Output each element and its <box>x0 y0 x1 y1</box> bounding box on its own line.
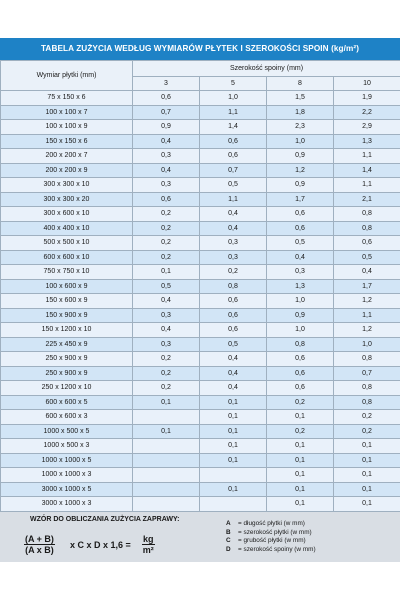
tile-size-cell: 400 x 400 x 10 <box>1 221 133 236</box>
tile-size-cell: 225 x 450 x 9 <box>1 337 133 352</box>
consumption-cell: 1,0 <box>267 294 334 309</box>
tile-size-cell: 150 x 900 x 9 <box>1 308 133 323</box>
consumption-cell <box>133 468 200 483</box>
table-title: TABELA ZUŻYCIA WEDŁUG WYMIARÓW PŁYTEK I SZEROKOŚCI SPOIN (kg/m²) <box>0 38 400 60</box>
tile-size-cell: 250 x 1200 x 10 <box>1 381 133 396</box>
formula-fraction <box>24 534 55 555</box>
consumption-cell <box>133 497 200 512</box>
legend-row-b <box>226 529 316 538</box>
table-row <box>1 468 400 483</box>
tile-size-cell: 1000 x 500 x 3 <box>1 439 133 454</box>
consumption-cell <box>200 468 267 483</box>
consumption-cell: 0,2 <box>200 265 267 280</box>
consumption-cell: 0,1 <box>267 410 334 425</box>
consumption-cell: 1,1 <box>334 149 400 164</box>
formula-unit-kg: kg <box>143 534 154 544</box>
consumption-cell: 0,1 <box>133 395 200 410</box>
table-row <box>1 149 400 164</box>
consumption-cell: 0,3 <box>133 149 200 164</box>
consumption-cell: 1,2 <box>334 294 400 309</box>
consumption-cell: 1,0 <box>334 337 400 352</box>
formula-numerator: (A + B) <box>25 534 54 544</box>
consumption-cell: 0,7 <box>334 366 400 381</box>
table-row <box>1 105 400 120</box>
consumption-cell: 0,4 <box>133 323 200 338</box>
consumption-cell: 0,3 <box>133 337 200 352</box>
tile-size-cell: 600 x 600 x 5 <box>1 395 133 410</box>
tile-size-cell: 200 x 200 x 9 <box>1 163 133 178</box>
consumption-cell: 0,6 <box>200 134 267 149</box>
table-row <box>1 352 400 367</box>
consumption-cell: 0,3 <box>133 178 200 193</box>
legend-row-a <box>226 520 316 529</box>
tile-size-cell: 300 x 600 x 10 <box>1 207 133 222</box>
table-row <box>1 424 400 439</box>
consumption-cell: 0,6 <box>200 149 267 164</box>
tile-size-cell: 500 x 500 x 10 <box>1 236 133 251</box>
tile-size-cell: 1000 x 500 x 5 <box>1 424 133 439</box>
consumption-cell: 0,4 <box>267 250 334 265</box>
consumption-cell: 0,1 <box>334 439 400 454</box>
consumption-cell: 0,8 <box>334 221 400 236</box>
table-row <box>1 91 400 106</box>
consumption-cell: 0,4 <box>200 381 267 396</box>
consumption-cell: 0,1 <box>200 410 267 425</box>
legend-key: B <box>226 528 231 536</box>
consumption-cell: 2,1 <box>334 192 400 207</box>
consumption-cell: 1,5 <box>267 91 334 106</box>
tile-size-cell: 150 x 1200 x 10 <box>1 323 133 338</box>
consumption-cell: 0,5 <box>200 337 267 352</box>
consumption-cell: 0,4 <box>133 294 200 309</box>
consumption-cell: 0,6 <box>200 294 267 309</box>
formula-middle: x C x D x 1,6 = <box>70 540 131 550</box>
consumption-cell: 0,6 <box>200 323 267 338</box>
tile-size-cell: 300 x 300 x 10 <box>1 178 133 193</box>
consumption-cell <box>133 482 200 497</box>
consumption-cell: 0,4 <box>200 207 267 222</box>
column-header-joint-width: Szerokość spoiny (mm) <box>133 61 400 77</box>
column-header-width-5: 5 <box>200 77 267 91</box>
consumption-cell: 0,1 <box>267 482 334 497</box>
consumption-cell: 0,2 <box>133 207 200 222</box>
legend-row-d <box>226 546 316 555</box>
consumption-cell: 1,0 <box>267 323 334 338</box>
tile-size-cell: 150 x 600 x 9 <box>1 294 133 309</box>
consumption-table <box>0 60 400 512</box>
column-header-width-10: 10 <box>334 77 400 91</box>
legend-key: D <box>226 545 231 553</box>
consumption-cell: 0,4 <box>334 265 400 280</box>
table-row <box>1 265 400 280</box>
tile-size-cell: 250 x 900 x 9 <box>1 366 133 381</box>
consumption-cell: 0,5 <box>334 250 400 265</box>
consumption-cell: 0,8 <box>334 207 400 222</box>
table-row <box>1 395 400 410</box>
consumption-cell: 0,6 <box>133 91 200 106</box>
consumption-cell: 0,6 <box>267 207 334 222</box>
consumption-cell: 0,3 <box>200 250 267 265</box>
consumption-cell: 0,7 <box>200 163 267 178</box>
consumption-cell: 1,3 <box>267 279 334 294</box>
tile-size-cell: 1000 x 1000 x 3 <box>1 468 133 483</box>
table-row <box>1 207 400 222</box>
table-row <box>1 163 400 178</box>
table-row <box>1 482 400 497</box>
consumption-cell: 1,1 <box>334 308 400 323</box>
legend-text: = długość płytki (w mm) <box>238 520 305 527</box>
consumption-cell <box>133 453 200 468</box>
tile-size-cell: 75 x 150 x 6 <box>1 91 133 106</box>
consumption-cell: 1,7 <box>267 192 334 207</box>
consumption-cell: 0,2 <box>267 424 334 439</box>
consumption-cell: 0,1 <box>133 424 200 439</box>
consumption-cell: 0,2 <box>133 352 200 367</box>
consumption-cell: 0,6 <box>334 236 400 251</box>
table-row <box>1 279 400 294</box>
formula-unit <box>142 534 155 555</box>
consumption-cell: 0,8 <box>334 381 400 396</box>
table-row <box>1 120 400 135</box>
consumption-cell: 1,4 <box>200 120 267 135</box>
consumption-cell: 0,4 <box>200 366 267 381</box>
table-row <box>1 178 400 193</box>
consumption-cell: 1,4 <box>334 163 400 178</box>
consumption-cell: 0,2 <box>133 236 200 251</box>
consumption-cell: 0,5 <box>133 279 200 294</box>
consumption-cell: 0,8 <box>334 395 400 410</box>
consumption-cell: 1,9 <box>334 91 400 106</box>
consumption-cell: 0,5 <box>200 178 267 193</box>
formula-title: WZÓR DO OBLICZANIA ZUŻYCIA ZAPRAWY: <box>30 516 180 523</box>
tile-size-cell: 600 x 600 x 10 <box>1 250 133 265</box>
tile-size-cell: 100 x 600 x 9 <box>1 279 133 294</box>
consumption-cell: 1,2 <box>267 163 334 178</box>
consumption-cell: 0,2 <box>133 381 200 396</box>
consumption-cell: 0,1 <box>200 482 267 497</box>
consumption-cell: 0,4 <box>200 221 267 236</box>
consumption-cell: 0,2 <box>334 424 400 439</box>
consumption-cell: 0,6 <box>267 381 334 396</box>
consumption-cell: 1,1 <box>200 105 267 120</box>
consumption-cell: 0,3 <box>267 265 334 280</box>
consumption-cell: 0,1 <box>200 453 267 468</box>
consumption-cell: 1,3 <box>334 134 400 149</box>
tile-size-cell: 100 x 100 x 7 <box>1 105 133 120</box>
consumption-cell: 0,1 <box>200 395 267 410</box>
consumption-cell: 0,9 <box>267 149 334 164</box>
legend-key: A <box>226 520 231 527</box>
consumption-cell: 0,2 <box>267 395 334 410</box>
table-row <box>1 221 400 236</box>
tile-size-cell: 200 x 200 x 7 <box>1 149 133 164</box>
column-header-tile-size: Wymiar płytki (mm) <box>1 61 133 91</box>
consumption-cell: 0,4 <box>133 163 200 178</box>
table-row <box>1 134 400 149</box>
consumption-cell: 0,2 <box>334 410 400 425</box>
consumption-cell: 0,2 <box>133 366 200 381</box>
formula-section <box>0 510 400 562</box>
consumption-cell: 0,3 <box>133 308 200 323</box>
table-row <box>1 308 400 323</box>
consumption-cell <box>133 439 200 454</box>
consumption-cell: 0,6 <box>267 366 334 381</box>
consumption-cell: 1,2 <box>334 323 400 338</box>
table-body <box>1 91 400 512</box>
consumption-cell: 1,1 <box>200 192 267 207</box>
table-row <box>1 294 400 309</box>
consumption-cell: 0,9 <box>267 178 334 193</box>
consumption-cell: 0,1 <box>334 453 400 468</box>
consumption-cell: 0,8 <box>200 279 267 294</box>
consumption-cell: 0,9 <box>133 120 200 135</box>
consumption-cell: 0,6 <box>267 352 334 367</box>
legend-text: = grubość płytki (w mm) <box>238 537 306 545</box>
consumption-cell: 0,2 <box>133 250 200 265</box>
table-row <box>1 236 400 251</box>
consumption-cell: 1,1 <box>334 178 400 193</box>
legend-key: C <box>226 537 231 545</box>
consumption-cell: 0,1 <box>334 482 400 497</box>
table-row <box>1 410 400 425</box>
consumption-cell: 0,6 <box>267 221 334 236</box>
consumption-cell: 0,2 <box>133 221 200 236</box>
tile-size-cell: 3000 x 1000 x 3 <box>1 497 133 512</box>
consumption-cell: 0,1 <box>267 439 334 454</box>
consumption-cell: 0,1 <box>267 468 334 483</box>
consumption-cell: 2,2 <box>334 105 400 120</box>
consumption-cell: 0,1 <box>200 424 267 439</box>
consumption-cell: 1,0 <box>200 91 267 106</box>
consumption-cell: 0,1 <box>267 453 334 468</box>
consumption-cell: 0,4 <box>133 134 200 149</box>
consumption-cell: 0,4 <box>200 352 267 367</box>
tile-size-cell: 3000 x 1000 x 5 <box>1 482 133 497</box>
tile-size-cell: 100 x 100 x 9 <box>1 120 133 135</box>
legend-text: = szerokość spoiny (w mm) <box>238 545 316 553</box>
consumption-cell <box>133 410 200 425</box>
tile-size-cell: 300 x 300 x 20 <box>1 192 133 207</box>
table-row <box>1 439 400 454</box>
consumption-cell: 0,9 <box>267 308 334 323</box>
consumption-cell: 1,7 <box>334 279 400 294</box>
consumption-cell: 0,6 <box>133 192 200 207</box>
tile-size-cell: 250 x 900 x 9 <box>1 352 133 367</box>
formula-denominator: (A x B) <box>25 545 54 555</box>
table-row <box>1 381 400 396</box>
consumption-cell: 0,1 <box>334 497 400 512</box>
consumption-cell: 0,6 <box>200 308 267 323</box>
consumption-cell: 2,9 <box>334 120 400 135</box>
consumption-cell: 0,1 <box>334 468 400 483</box>
consumption-cell: 0,1 <box>133 265 200 280</box>
consumption-cell: 2,3 <box>267 120 334 135</box>
table-row <box>1 453 400 468</box>
table-row <box>1 250 400 265</box>
legend-text: = szerokość płytki (w mm) <box>238 528 312 536</box>
consumption-cell: 0,8 <box>334 352 400 367</box>
tile-size-cell: 150 x 150 x 6 <box>1 134 133 149</box>
consumption-cell: 1,8 <box>267 105 334 120</box>
tile-size-cell: 750 x 750 x 10 <box>1 265 133 280</box>
table-row <box>1 337 400 352</box>
consumption-cell: 0,1 <box>267 497 334 512</box>
column-header-width-3: 3 <box>133 77 200 91</box>
table-row <box>1 192 400 207</box>
tile-size-cell: 600 x 600 x 3 <box>1 410 133 425</box>
formula-unit-m2: m² <box>142 545 154 555</box>
consumption-cell <box>200 497 267 512</box>
table-row <box>1 497 400 512</box>
consumption-cell: 0,8 <box>267 337 334 352</box>
formula-legend <box>226 520 316 554</box>
consumption-cell: 0,1 <box>200 439 267 454</box>
column-header-width-8: 8 <box>267 77 334 91</box>
table-row <box>1 323 400 338</box>
table-row <box>1 366 400 381</box>
consumption-cell: 1,0 <box>267 134 334 149</box>
consumption-cell: 0,3 <box>200 236 267 251</box>
consumption-cell: 0,5 <box>267 236 334 251</box>
legend-row-c <box>226 537 316 546</box>
tile-size-cell: 1000 x 1000 x 5 <box>1 453 133 468</box>
consumption-cell: 0,7 <box>133 105 200 120</box>
